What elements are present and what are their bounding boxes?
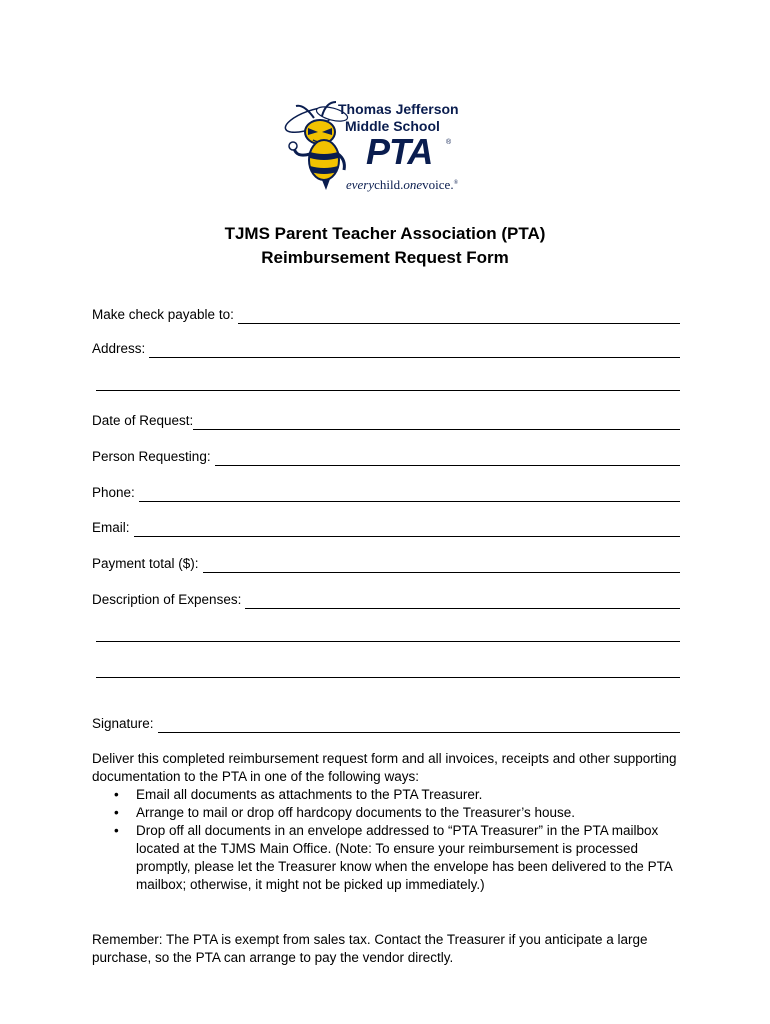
date-field: [92, 410, 680, 430]
svg-text:Thomas Jefferson: Thomas Jefferson: [338, 101, 459, 117]
svg-text:PTA: PTA: [366, 131, 433, 172]
email-line[interactable]: [134, 519, 680, 537]
signature-label: Signature:: [92, 716, 154, 731]
description-line-3[interactable]: [96, 677, 680, 678]
payable-field: [92, 304, 680, 324]
instructions-intro: Deliver this completed reimbursement request form and all invoices, receipts and other supporting documentation to the PTA in one of the following ways:: [92, 751, 677, 784]
description-line[interactable]: [245, 591, 680, 609]
payment-line[interactable]: [203, 555, 680, 573]
address-line-2[interactable]: [96, 390, 680, 391]
description-field: [92, 589, 680, 609]
person-label: Person Requesting:: [92, 449, 211, 464]
phone-label: Phone:: [92, 485, 135, 500]
bee-mascot-icon: [280, 98, 495, 198]
svg-text:Middle School: Middle School: [345, 118, 440, 134]
phone-line[interactable]: [139, 484, 680, 502]
date-line[interactable]: [193, 412, 680, 430]
person-line[interactable]: [215, 448, 680, 466]
svg-text:everychild.onevoice.®: everychild.onevoice.®: [346, 177, 459, 192]
email-field: [92, 517, 680, 537]
delivery-instructions: [92, 750, 692, 894]
address-field: [92, 338, 680, 358]
list-item: • Arrange to mail or drop off hardcopy documents to the Treasurer’s house.: [136, 804, 692, 822]
svg-text:®: ®: [446, 139, 452, 146]
signature-field: [92, 713, 680, 733]
payable-line[interactable]: [238, 306, 680, 324]
phone-field: [92, 482, 680, 502]
address-line[interactable]: [149, 340, 680, 358]
description-line-2[interactable]: [96, 641, 680, 642]
remember-note: Remember: The PTA is exempt from sales tax. Contact the Treasurer if you anticipate a large purchase, so the PTA can arrange to pay the vendor directly.: [92, 932, 648, 965]
payment-label: Payment total ($):: [92, 556, 199, 571]
list-item: • Drop off all documents in an envelope addressed to “PTA Treasurer” in the PTA mailbox located at the TJMS Main Office. (Note: To ensure your reimbursement is processed promptly, please let the Treasurer know when the envelope has been delivered to the PTA mailbox; otherwise, it might not be picked up immediately.): [136, 822, 692, 894]
payment-field: [92, 553, 680, 573]
description-label: Description of Expenses:: [92, 592, 242, 607]
delivery-options-list: [92, 786, 692, 894]
payable-label: Make check payable to:: [92, 307, 234, 322]
school-pta-logo: [280, 98, 495, 198]
date-label: Date of Request:: [92, 413, 194, 428]
address-label: Address:: [92, 341, 146, 356]
signature-line[interactable]: [158, 715, 680, 733]
form-title-line2: Reimbursement Request Form: [261, 248, 509, 267]
form-title-line1: TJMS Parent Teacher Association (PTA): [224, 224, 546, 243]
person-field: [92, 446, 680, 466]
email-label: Email:: [92, 520, 130, 535]
list-item: • Email all documents as attachments to the PTA Treasurer.: [136, 786, 692, 804]
